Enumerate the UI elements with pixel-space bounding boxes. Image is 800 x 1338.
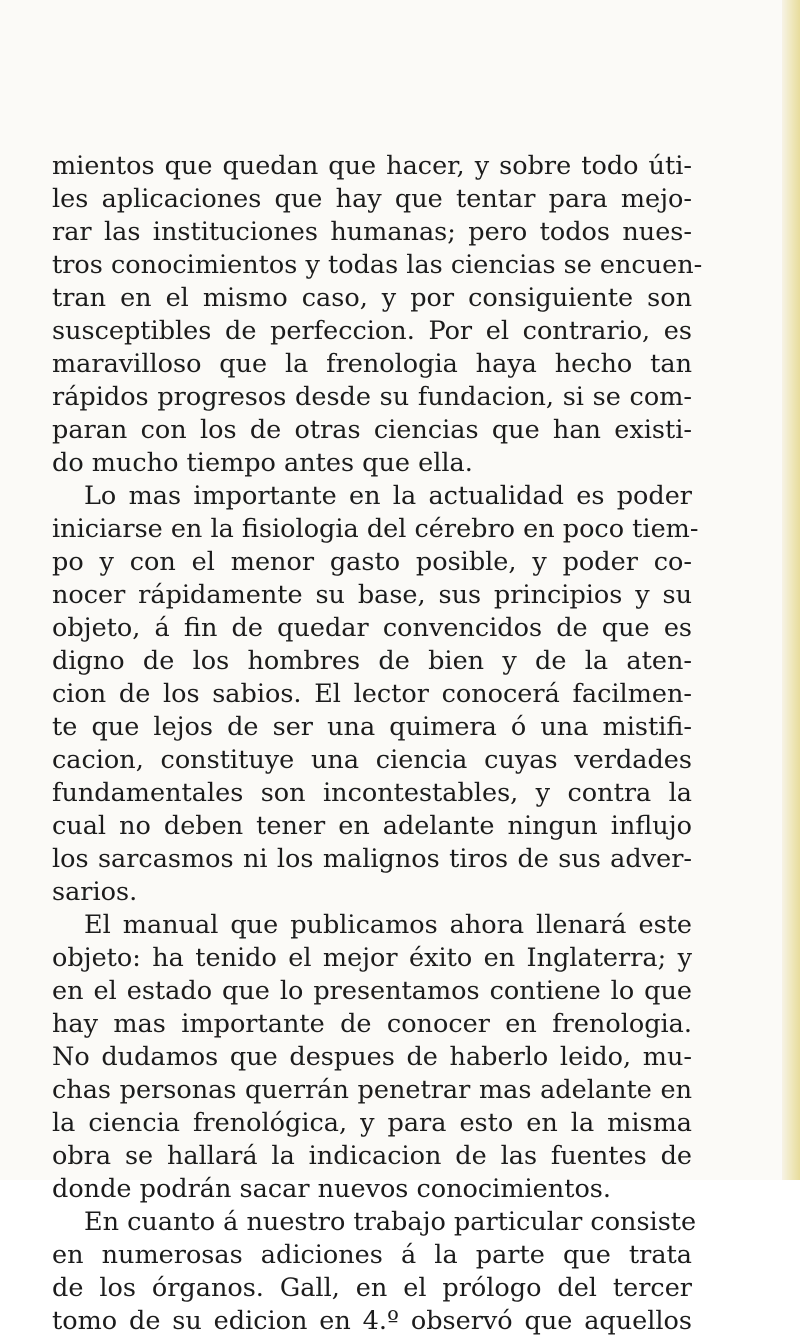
text-line: les aplicaciones que hay que tentar para mejo- xyxy=(52,184,692,214)
text-line: rar las instituciones humanas; pero todos nues- xyxy=(52,217,692,247)
text-line: paran con los de otras ciencias que han existi- xyxy=(52,415,692,445)
text-line: objeto: ha tenido el mejor éxito en Inglaterra; y xyxy=(52,943,692,973)
text-line: Lo mas importante en la actualidad es poder xyxy=(84,481,692,511)
text-line: tros conocimientos y todas las ciencias se encuen- xyxy=(52,250,703,280)
text-line: de los órganos. Gall, en el prólogo del tercer xyxy=(52,1273,692,1303)
text-line: los sarcasmos ni los malignos tiros de sus adver- xyxy=(52,844,692,874)
text-line: iniciarse en la fisiologia del cérebro en poco tiem- xyxy=(52,514,699,544)
text-line: cual no deben tener en adelante ningun influjo xyxy=(52,811,692,841)
text-line: susceptibles de perfeccion. Por el contrario, es xyxy=(52,316,692,346)
text-line: sarios. xyxy=(52,877,138,907)
text-line: cion de los sabios. El lector conocerá facilmen- xyxy=(52,679,692,709)
text-line: tran en el mismo caso, y por consiguiente son xyxy=(52,283,692,313)
text-line: cacion, constituye una ciencia cuyas verdades xyxy=(52,745,692,775)
text-line: fundamentales son incontestables, y contra la xyxy=(52,778,692,808)
text-line: tomo de su edicion en 4.º observó que aquellos xyxy=(52,1306,692,1336)
text-line: No dudamos que despues de haberlo leido, mu- xyxy=(52,1042,692,1072)
text-line: El manual que publicamos ahora llenará este xyxy=(84,910,692,940)
text-line: do mucho tiempo antes que ella. xyxy=(52,448,473,478)
text-line: chas personas querrán penetrar mas adelante en xyxy=(52,1075,692,1105)
text-line: En cuanto á nuestro trabajo particular consiste xyxy=(84,1207,697,1237)
text-line: digno de los hombres de bien y de la aten- xyxy=(52,646,692,676)
page-edge xyxy=(782,0,800,1180)
text-line: po y con el menor gasto posible, y poder co- xyxy=(52,547,692,577)
body-text xyxy=(52,150,703,1338)
text-line: obra se hallará la indicacion de las fuentes de xyxy=(52,1141,692,1171)
text-line: maravilloso que la frenologia haya hecho tan xyxy=(52,349,692,379)
text-line: te que lejos de ser una quimera ó una mistifi- xyxy=(52,712,692,742)
text-line: objeto, á fin de quedar convencidos de que es xyxy=(52,613,692,643)
text-line: rápidos progresos desde su fundacion, si se com- xyxy=(52,382,692,412)
text-line: la ciencia frenológica, y para esto en la misma xyxy=(52,1108,692,1138)
text-line: en numerosas adiciones á la parte que trata xyxy=(52,1240,692,1270)
text-line: mientos que quedan que hacer, y sobre todo úti- xyxy=(52,151,692,181)
text-line: hay mas importante de conocer en frenologia. xyxy=(52,1009,692,1039)
text-line: en el estado que lo presentamos contiene lo que xyxy=(52,976,692,1006)
text-line: nocer rápidamente su base, sus principios y su xyxy=(52,580,692,610)
text-line: donde podrán sacar nuevos conocimientos. xyxy=(52,1174,611,1204)
